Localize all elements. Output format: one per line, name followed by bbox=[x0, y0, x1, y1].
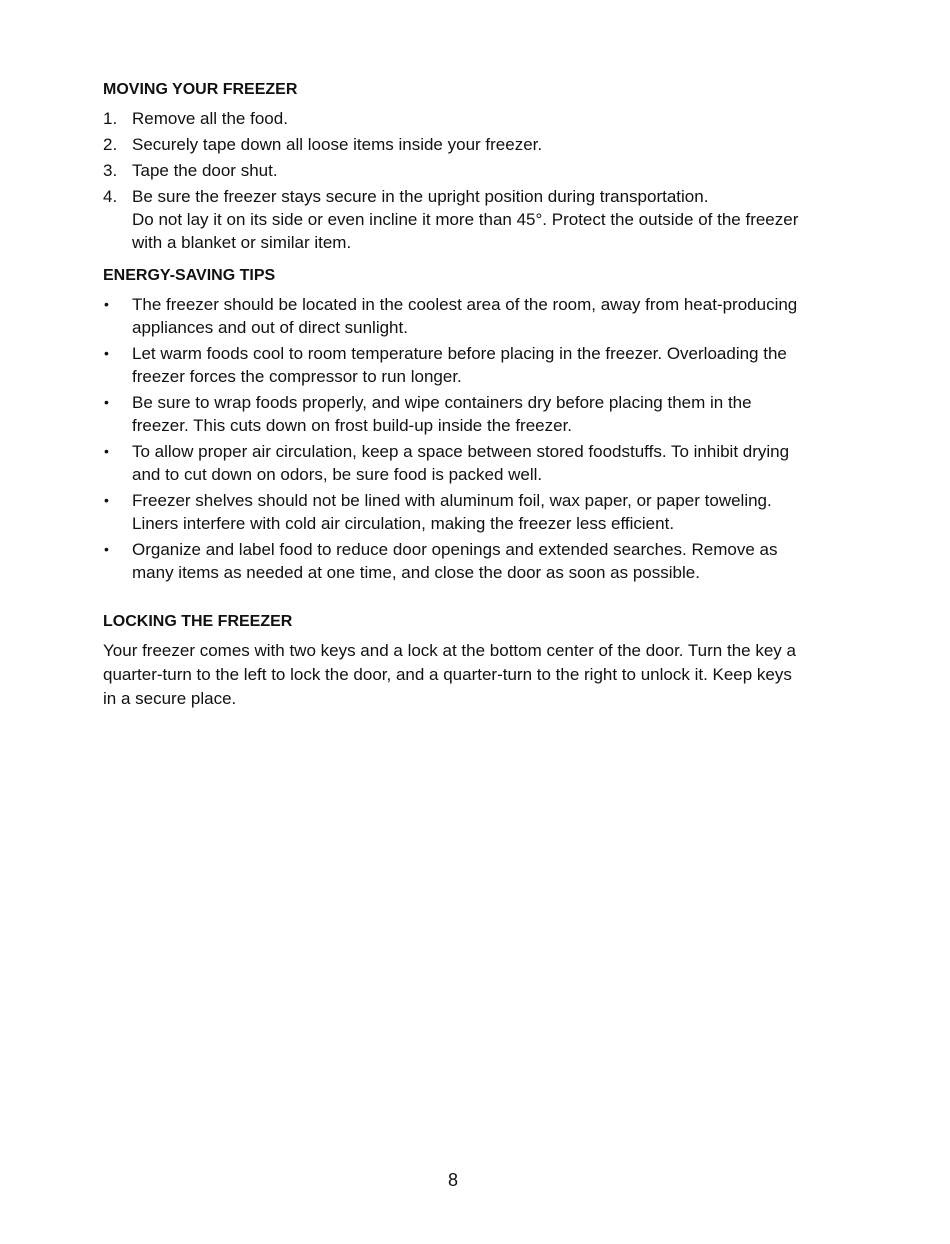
energy-tips-list bbox=[103, 293, 803, 584]
bullet-icon: • bbox=[104, 394, 109, 410]
step-number: 3. bbox=[103, 161, 118, 180]
locking-paragraph: Your freezer comes with two keys and a lock at the bottom center of the door. Turn the key a quarter-turn to the left to lock the door, and a quarter-turn to the right to unlock it. Keep keys in a secure place. bbox=[103, 641, 796, 708]
list-item bbox=[103, 185, 803, 254]
tip-text: Freezer shelves should not be lined with aluminum foil, wax paper, or paper toweling. Liners interfere with cold air circulation, making the freezer less efficient. bbox=[132, 491, 772, 533]
list-item bbox=[103, 489, 803, 535]
moving-steps-list bbox=[103, 107, 803, 254]
tip-text: Be sure to wrap foods properly, and wipe containers dry before placing them in the freezer. This cuts down on frost build-up inside the freezer. bbox=[132, 393, 752, 435]
bullet-icon: • bbox=[104, 443, 109, 459]
step-number: 4. bbox=[103, 187, 118, 206]
list-item bbox=[103, 391, 803, 437]
bullet-icon: • bbox=[104, 541, 109, 557]
tip-text: Organize and label food to reduce door openings and extended searches. Remove as many items as needed at one time, and close the door as soon as possible. bbox=[132, 540, 778, 582]
step-text: Securely tape down all loose items inside your freezer. bbox=[132, 135, 543, 154]
section-heading-locking: LOCKING THE FREEZER bbox=[103, 613, 293, 630]
page-number: 8 bbox=[447, 1170, 458, 1190]
section-moving-your-freezer bbox=[103, 80, 803, 254]
bullet-icon: • bbox=[104, 492, 109, 508]
step-text-continued: Do not lay it on its side or even incline it more than 45°. Protect the outside of the freezer with a blanket or similar item. bbox=[132, 210, 799, 252]
bullet-icon: • bbox=[104, 345, 109, 361]
tip-text: The freezer should be located in the coolest area of the room, away from heat-producing appliances and out of direct sunlight. bbox=[132, 295, 798, 337]
step-text: Be sure the freezer stays secure in the upright position during transportation. bbox=[132, 187, 709, 206]
list-item bbox=[103, 133, 803, 156]
list-item bbox=[103, 107, 803, 130]
step-text: Tape the door shut. bbox=[132, 161, 278, 180]
tip-text: To allow proper air circulation, keep a space between stored foodstuffs. To inhibit drying and to cut down on odors, be sure food is packed well. bbox=[132, 442, 790, 484]
step-number: 1. bbox=[103, 109, 118, 128]
section-heading-moving: MOVING YOUR FREEZER bbox=[103, 81, 298, 98]
list-item bbox=[103, 293, 803, 339]
section-heading-energy: ENERGY-SAVING TIPS bbox=[103, 267, 276, 284]
list-item bbox=[103, 538, 803, 584]
list-item bbox=[103, 342, 803, 388]
section-locking-the-freezer bbox=[103, 612, 803, 711]
bullet-icon: • bbox=[104, 296, 109, 312]
step-number: 2. bbox=[103, 135, 118, 154]
step-text: Remove all the food. bbox=[132, 109, 288, 128]
tip-text: Let warm foods cool to room temperature before placing in the freezer. Overloading the freezer forces the compressor to run longer. bbox=[132, 344, 787, 386]
list-item bbox=[103, 440, 803, 486]
page-content bbox=[103, 80, 803, 711]
section-energy-saving-tips bbox=[103, 266, 803, 584]
list-item bbox=[103, 159, 803, 182]
